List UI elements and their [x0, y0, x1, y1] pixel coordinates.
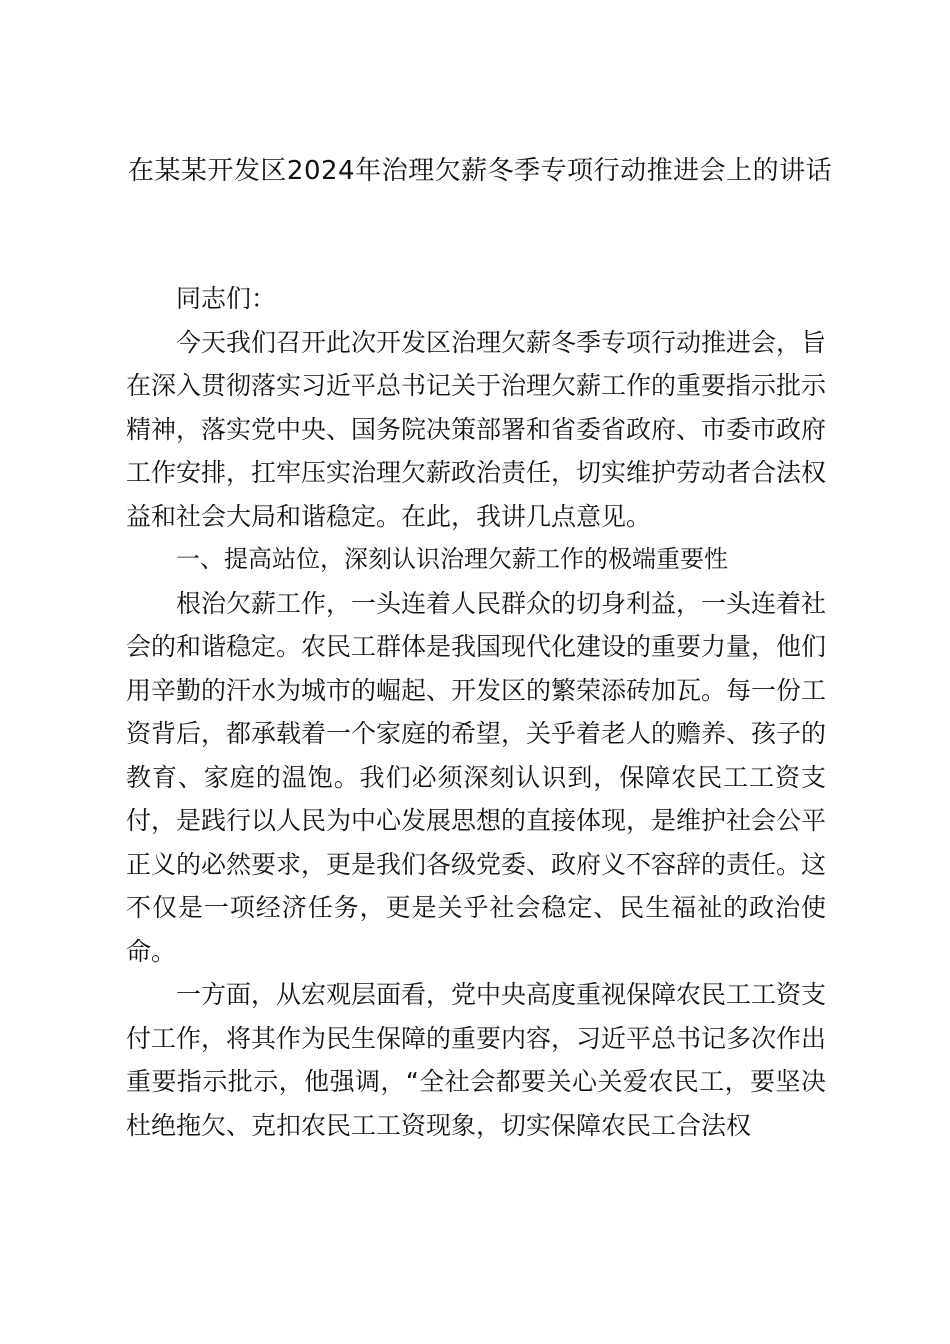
document-title: 在某某开发区2024年治理欠薪冬季专项行动推进会上的讲话: [127, 156, 833, 186]
paragraph-body-1: 根治欠薪工作，一头连着人民群众的切身利益，一头连着社会的和谐稳定。农民工群体是我国现代化建设的重要力量，他们用辛勤的汗水为城市的崛起、开发区的繁荣添砖加瓦。每一份工资背后，都承载着一个家庭的希望，关乎着老人的赡养、孩子的教育、家庭的温饱。我们必须深刻认识到，保障农民工工资支付，是践行以人民为中心发展思想的直接体现，是维护社会公平正义的必然要求，更是我们各级党委、政府义不容辞的责任。这不仅是一项经济任务，更是关乎社会稳定、民生福祉的政治使命。: [126, 588, 827, 966]
paragraph-intro: 今天我们召开此次开发区治理欠薪冬季专项行动推进会，旨在深入贯彻落实习近平总书记关于治理欠薪工作的重要指示批示精神，落实党中央、国务院决策部署和省委省政府、市委市政府工作安排，扛牢压实治理欠薪政治责任，切实维护劳动者合法权益和社会大局和谐稳定。在此，我讲几点意见。: [126, 327, 827, 531]
section-heading-1: 一、提高站位，深刻认识治理欠薪工作的极端重要性: [176, 545, 728, 573]
document-body: [126, 277, 826, 1147]
salutation: 同志们：: [176, 284, 277, 313]
paragraph-body-2: 一方面，从宏观层面看，党中央高度重视保障农民工工资支付工作，将其作为民生保障的重要内容，习近平总书记多次作出重要指示批示，他强调，“全社会都要关心关爱农民工，要坚决杜绝拖欠、克扣农民工工资现象，切实保障农民工合法权: [126, 980, 827, 1140]
